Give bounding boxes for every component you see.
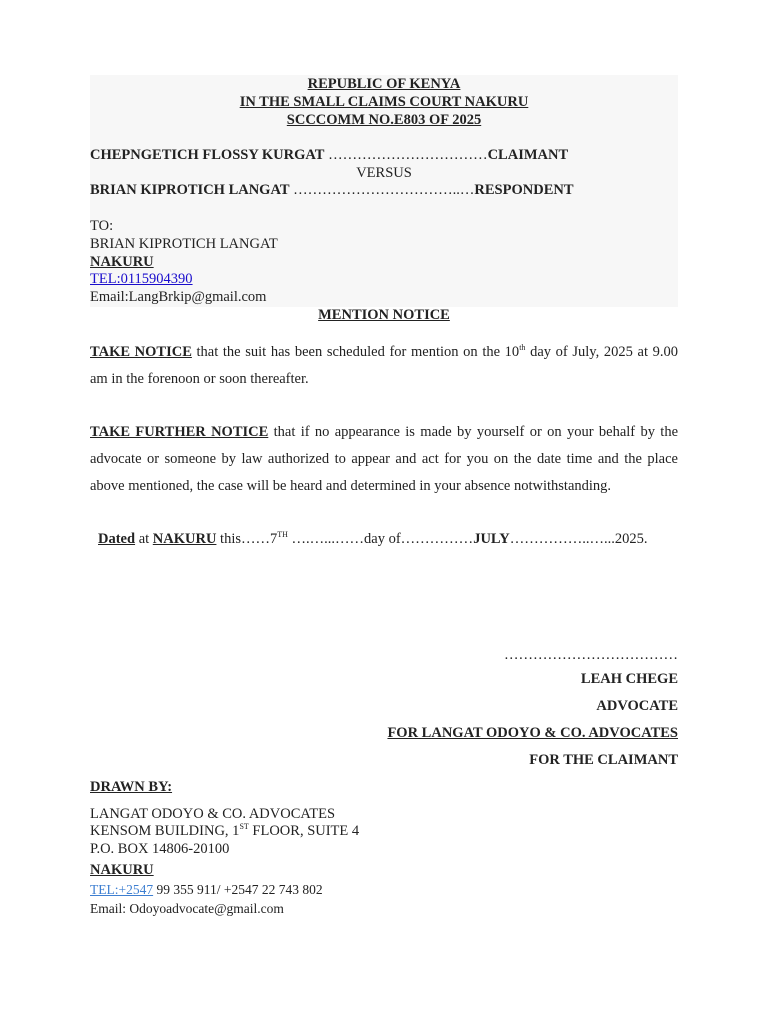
respondent-line <box>90 182 574 199</box>
building-text-a: KENSOM BUILDING, 1 <box>90 823 240 839</box>
take-further-notice-lead: TAKE FURTHER NOTICE <box>90 424 269 440</box>
drawn-by-town: NAKURU <box>90 862 154 878</box>
dated-this: this……7 <box>216 531 278 547</box>
signatory-for: FOR THE CLAIMANT <box>529 752 678 768</box>
drawn-by-tel-line <box>90 882 323 898</box>
notice-paragraph-2 <box>90 419 678 500</box>
drawn-by-building <box>90 823 359 840</box>
building-sup: ST <box>239 822 249 831</box>
header-court: IN THE SMALL CLAIMS COURT NAKURU <box>239 94 529 110</box>
drawn-by-email: Email: Odoyoadvocate@gmail.com <box>90 901 284 916</box>
to-name: BRIAN KIPROTICH LANGAT <box>90 236 278 252</box>
notice1-text-b: day of July, 2025 at 9.00 am in the forenoon or soon thereafter. <box>90 344 678 387</box>
notice1-sup: th <box>519 343 526 352</box>
to-tel-link[interactable]: TEL:0115904390 <box>90 271 193 287</box>
claimant-role: CLAIMANT <box>487 147 569 163</box>
drawn-by-tel-rest: 99 355 911/ +2547 22 743 802 <box>153 882 323 897</box>
signatory-firm <box>90 725 678 742</box>
notice1-text-a: that the suit has been scheduled for mention on the 10 <box>191 344 520 360</box>
dated-dots2: ……………..…...2025. <box>509 531 648 547</box>
claimant-name: CHEPNGETICH FLOSSY KURGAT <box>90 147 325 163</box>
dated-word: Dated <box>98 531 136 547</box>
respondent-dots: ……………………………..… <box>289 182 475 198</box>
dated-dots1: ….…...……day of…………… <box>287 531 474 547</box>
building-text-b: FLOOR, SUITE 4 <box>248 823 360 839</box>
header-case-number: SCCCOMM NO.E803 OF 2025 <box>286 112 482 128</box>
notice2-text: that if no appearance is made by yourself or on your behalf by the advocate or someone by law authorized to appear and act for you on the date time and the place above mentioned, the case will be heard and determined in your absence notwithstanding. <box>90 424 679 494</box>
drawn-by-label: DRAWN BY: <box>90 779 173 795</box>
to-email: Email:LangBrkip@gmail.com <box>90 289 267 305</box>
drawn-by-box: P.O. BOX 14806-20100 <box>90 841 230 857</box>
signature-dots: ……………………………… <box>504 647 678 663</box>
take-notice-lead: TAKE NOTICE <box>90 344 192 360</box>
drawn-by-firm: LANGAT ODOYO & CO. ADVOCATES <box>90 806 336 822</box>
to-town: NAKURU <box>90 254 154 270</box>
header-republic: REPUBLIC OF KENYA <box>307 76 461 92</box>
notice-title: MENTION NOTICE <box>318 307 450 323</box>
signatory-name: LEAH CHEGE <box>580 671 678 687</box>
dated-month: JULY <box>473 531 510 547</box>
dated-at: at <box>135 531 153 547</box>
drawn-by-tel-link[interactable]: TEL:+2547 <box>90 882 154 897</box>
respondent-name: BRIAN KIPROTICH LANGAT <box>90 182 290 198</box>
respondent-role: RESPONDENT <box>474 182 574 198</box>
signatory-title: ADVOCATE <box>596 698 678 714</box>
notice-paragraph-1 <box>90 339 678 393</box>
dated-sup: TH <box>277 530 288 539</box>
signatory-firm-text: FOR LANGAT ODOYO & CO. ADVOCATES <box>387 725 678 741</box>
dated-line <box>98 531 647 548</box>
versus-label: VERSUS <box>356 165 412 181</box>
dated-place: NAKURU <box>152 531 217 547</box>
to-label: TO: <box>90 218 114 234</box>
claimant-dots: …………………………… <box>324 147 488 163</box>
claimant-line <box>90 147 568 164</box>
